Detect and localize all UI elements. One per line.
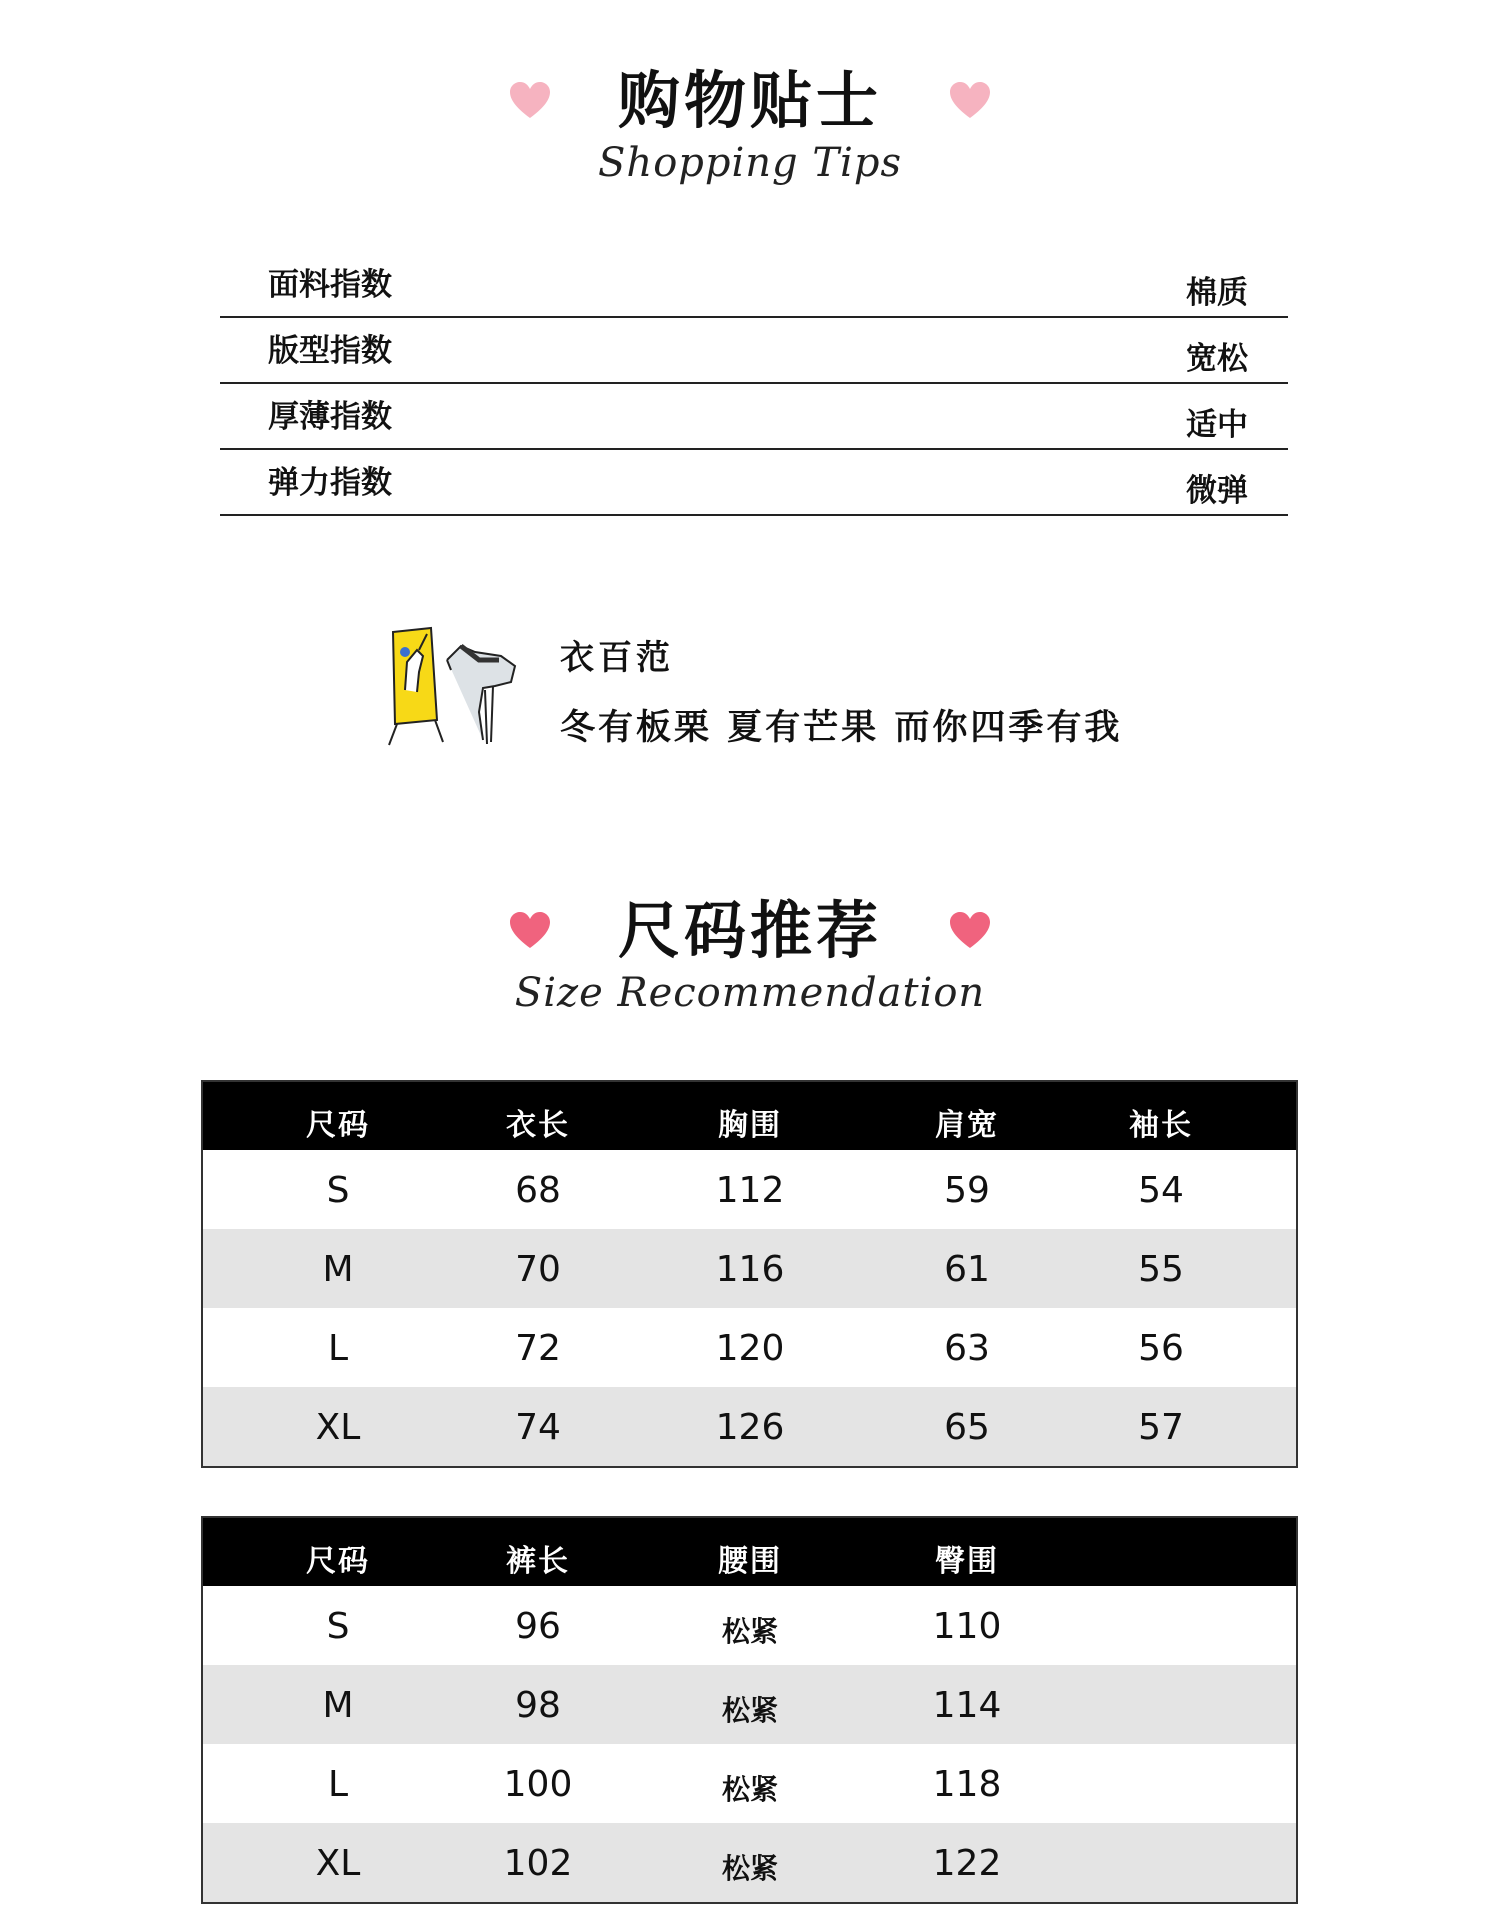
tip-value: 微弹: [1186, 473, 1248, 509]
column-header: 尺码: [306, 1544, 370, 1579]
shopping-tips-title: 购物贴士: [617, 64, 882, 137]
table-cell: 松紧: [721, 1773, 779, 1806]
table-cell: 70: [515, 1249, 561, 1290]
table-cell: 110: [932, 1606, 1002, 1647]
quote-block: [383, 620, 1183, 750]
tip-label: 面料指数: [268, 267, 392, 303]
table-cell: 102: [503, 1843, 573, 1884]
table-row: [203, 1744, 1296, 1823]
table-cell: 65: [944, 1407, 990, 1448]
shopping-tips-subtitle: Shopping Tips: [598, 140, 902, 186]
table-row: [203, 1308, 1296, 1387]
table-cell: 55: [1138, 1249, 1184, 1290]
column-header: 衣长: [506, 1108, 570, 1143]
tip-row: [220, 450, 1288, 516]
table-row: [203, 1150, 1296, 1229]
unicorn-mirror-illustration: [383, 620, 533, 750]
table-row: [203, 1586, 1296, 1665]
tip-value: 适中: [1186, 407, 1248, 443]
table-cell: 74: [515, 1407, 561, 1448]
tip-row: [220, 384, 1288, 450]
tip-label: 版型指数: [268, 333, 392, 369]
tip-label: 弹力指数: [268, 465, 392, 501]
table-cell: 68: [515, 1170, 561, 1211]
table-cell: 72: [515, 1328, 561, 1369]
size-recommendation-header: [0, 894, 1500, 1016]
column-header: 腰围: [718, 1544, 782, 1579]
bottom-size-table: [201, 1516, 1298, 1904]
table-row: [203, 1823, 1296, 1902]
heart-icon: [509, 912, 551, 950]
table-row: [203, 1665, 1296, 1744]
table-cell: 松紧: [721, 1852, 779, 1885]
table-cell: XL: [315, 1843, 361, 1884]
size-recommendation-title: 尺码推荐: [617, 894, 882, 967]
table-row: [203, 1387, 1296, 1466]
table-cell: 126: [715, 1407, 785, 1448]
table-row: [203, 1229, 1296, 1308]
column-header: 袖长: [1129, 1108, 1193, 1143]
table-cell: S: [326, 1606, 350, 1647]
column-header: 裤长: [506, 1544, 570, 1579]
column-header: 胸围: [718, 1108, 782, 1143]
table-cell: 118: [932, 1764, 1002, 1805]
table-cell: 54: [1138, 1170, 1184, 1211]
tip-value: 棉质: [1186, 275, 1248, 311]
quote-text: 冬有板栗 夏有芒果 而你四季有我: [560, 708, 1123, 748]
heart-icon: [949, 82, 991, 120]
tips-list: [220, 250, 1288, 516]
table-cell: M: [322, 1249, 354, 1290]
table-cell: L: [327, 1328, 349, 1369]
column-header: 肩宽: [935, 1108, 999, 1143]
table-cell: 61: [944, 1249, 990, 1290]
tip-row: [220, 250, 1288, 318]
top-size-table: [201, 1080, 1298, 1468]
column-header: 臀围: [935, 1544, 999, 1579]
table-header-row: [203, 1082, 1296, 1150]
table-cell: 57: [1138, 1407, 1184, 1448]
table-cell: M: [322, 1685, 354, 1726]
table-cell: 122: [932, 1843, 1002, 1884]
table-cell: 56: [1138, 1328, 1184, 1369]
table-cell: XL: [315, 1407, 361, 1448]
shopping-tips-header: [0, 64, 1500, 186]
table-header-row: [203, 1518, 1296, 1586]
table-cell: 63: [944, 1328, 990, 1369]
table-cell: 96: [515, 1606, 561, 1647]
table-cell: 59: [944, 1170, 990, 1211]
tip-label: 厚薄指数: [268, 399, 392, 435]
table-cell: 116: [715, 1249, 785, 1290]
table-cell: 松紧: [721, 1694, 779, 1727]
table-cell: 98: [515, 1685, 561, 1726]
table-cell: 松紧: [721, 1615, 779, 1648]
quote-author: 衣百范: [560, 638, 674, 678]
table-cell: 120: [715, 1328, 785, 1369]
table-cell: 100: [503, 1764, 573, 1805]
column-header: 尺码: [306, 1108, 370, 1143]
table-cell: L: [327, 1764, 349, 1805]
table-cell: 112: [715, 1170, 785, 1211]
tip-value: 宽松: [1186, 341, 1248, 377]
table-cell: S: [326, 1170, 350, 1211]
tip-row: [220, 318, 1288, 384]
size-recommendation-subtitle: Size Recommendation: [514, 970, 986, 1016]
table-cell: 114: [932, 1685, 1002, 1726]
heart-icon: [949, 912, 991, 950]
heart-icon: [509, 82, 551, 120]
